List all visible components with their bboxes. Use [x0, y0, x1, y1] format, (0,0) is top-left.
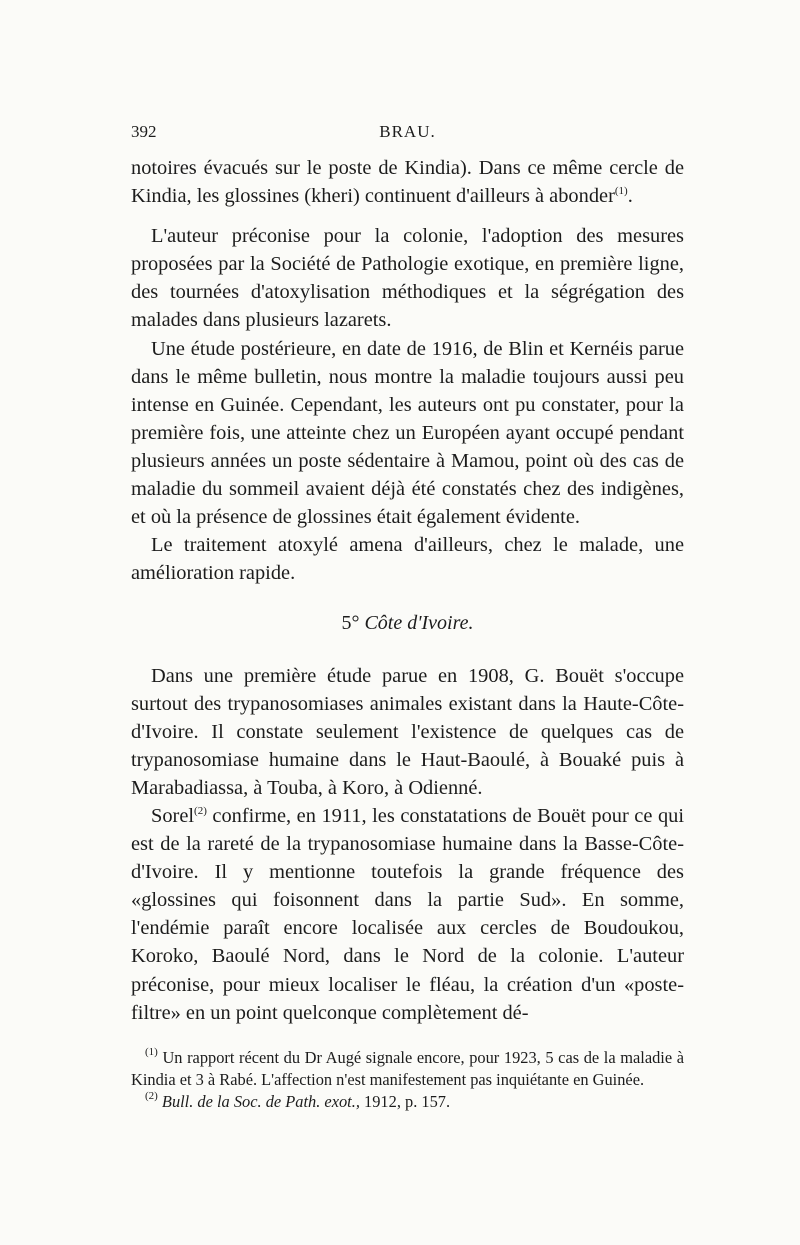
footnote-2-text: 1912, p. 157.: [359, 1091, 451, 1111]
running-head: BRAU.: [379, 122, 436, 141]
footnote-2: [131, 1091, 684, 1113]
footnote-2-mark: (2): [145, 1089, 158, 1102]
paragraph-5: Dans une première étude parue en 1908, G. Bouët s'occupe surtout des trypanosomiases animales existant dans la Haute-Côte-d'Ivoire. Il constate seulement l'existence de quelques cas de trypanosomiase humaine dans le Haut-Baoulé, à Bouaké puis à Marabadiassa, à Touba, à Koro, à Odienné.: [131, 664, 684, 799]
section-number: 5°: [341, 612, 360, 635]
paragraph-3: Une étude postérieure, en date de 1916, de Blin et Kernéis parue dans le même bulletin, nous montre la maladie toujours aussi peu intense en Guinée. Cependant, les auteurs ont pu constater, pour la première fois, une atteinte chez un Européen ayant occupé pendant plusieurs années un poste sédentaire à Mamou, point où des cas de maladie du sommeil avaient déjà été constatés chez des indigènes, et où la présence de glossines était également évidente.: [131, 337, 684, 529]
paragraph-4: Le traitement atoxylé amena d'ailleurs, chez le malade, une amélioration rapide.: [131, 534, 684, 585]
footnote-1: [131, 1047, 684, 1091]
footnote-ref-1: (1): [614, 185, 628, 198]
footnote-ref-2: (2): [194, 804, 207, 817]
footnote-1-mark: (1): [145, 1045, 158, 1058]
footnote-1-text: Un rapport récent du Dr Augé signale encore, pour 1923, 5 cas de la maladie à Kindia et 3 à Rabé. L'affection n'est manifestement pas inquiétante en Guinée.: [131, 1047, 684, 1089]
section-title: Côte d'Ivoire.: [364, 612, 474, 635]
footnotes: [131, 1047, 684, 1113]
paragraph-2: L'auteur préconise pour la colonie, l'adoption des mesures proposées par la Société de Pathologie exotique, en première ligne, des tournées d'atoxylisation méthodiques et la ségrégation des malades dans plusieurs lazarets.: [131, 225, 684, 332]
paragraph-1-text: notoires évacués sur le poste de Kindia). Dans ce même cercle de Kindia, les glossines (kheri) continuent d'ailleurs à abonder: [131, 157, 684, 208]
document-page: [131, 122, 684, 1113]
body-text: [131, 154, 684, 1027]
paragraph-1: [131, 154, 684, 210]
page-number: 392: [131, 122, 157, 141]
paragraph-6: [131, 802, 684, 1027]
paragraph-6-start: Sorel: [151, 804, 195, 827]
paragraph-1-end: .: [627, 185, 633, 208]
page-header: [131, 122, 684, 152]
footnote-2-source: Bull. de la Soc. de Path. exot.,: [157, 1091, 360, 1111]
section-heading: [131, 609, 684, 637]
paragraph-6-text: confirme, en 1911, les constatations de Bouët pour ce qui est de la rareté de la trypanosomiase humaine dans la Basse-Côte-d'Ivoire. Il y mentionne toutefois la grande fréquence des «glossines qui foisonnent dans la partie Sud». En somme, l'endémie paraît encore localisée aux cercles de Boudoukou, Koroko, Baoulé Nord, dans le Nord de la colonie. L'auteur préconise, pour mieux localiser le fléau, la création d'un «poste-filtre» en un point quelconque complètement dé-: [131, 804, 684, 1024]
